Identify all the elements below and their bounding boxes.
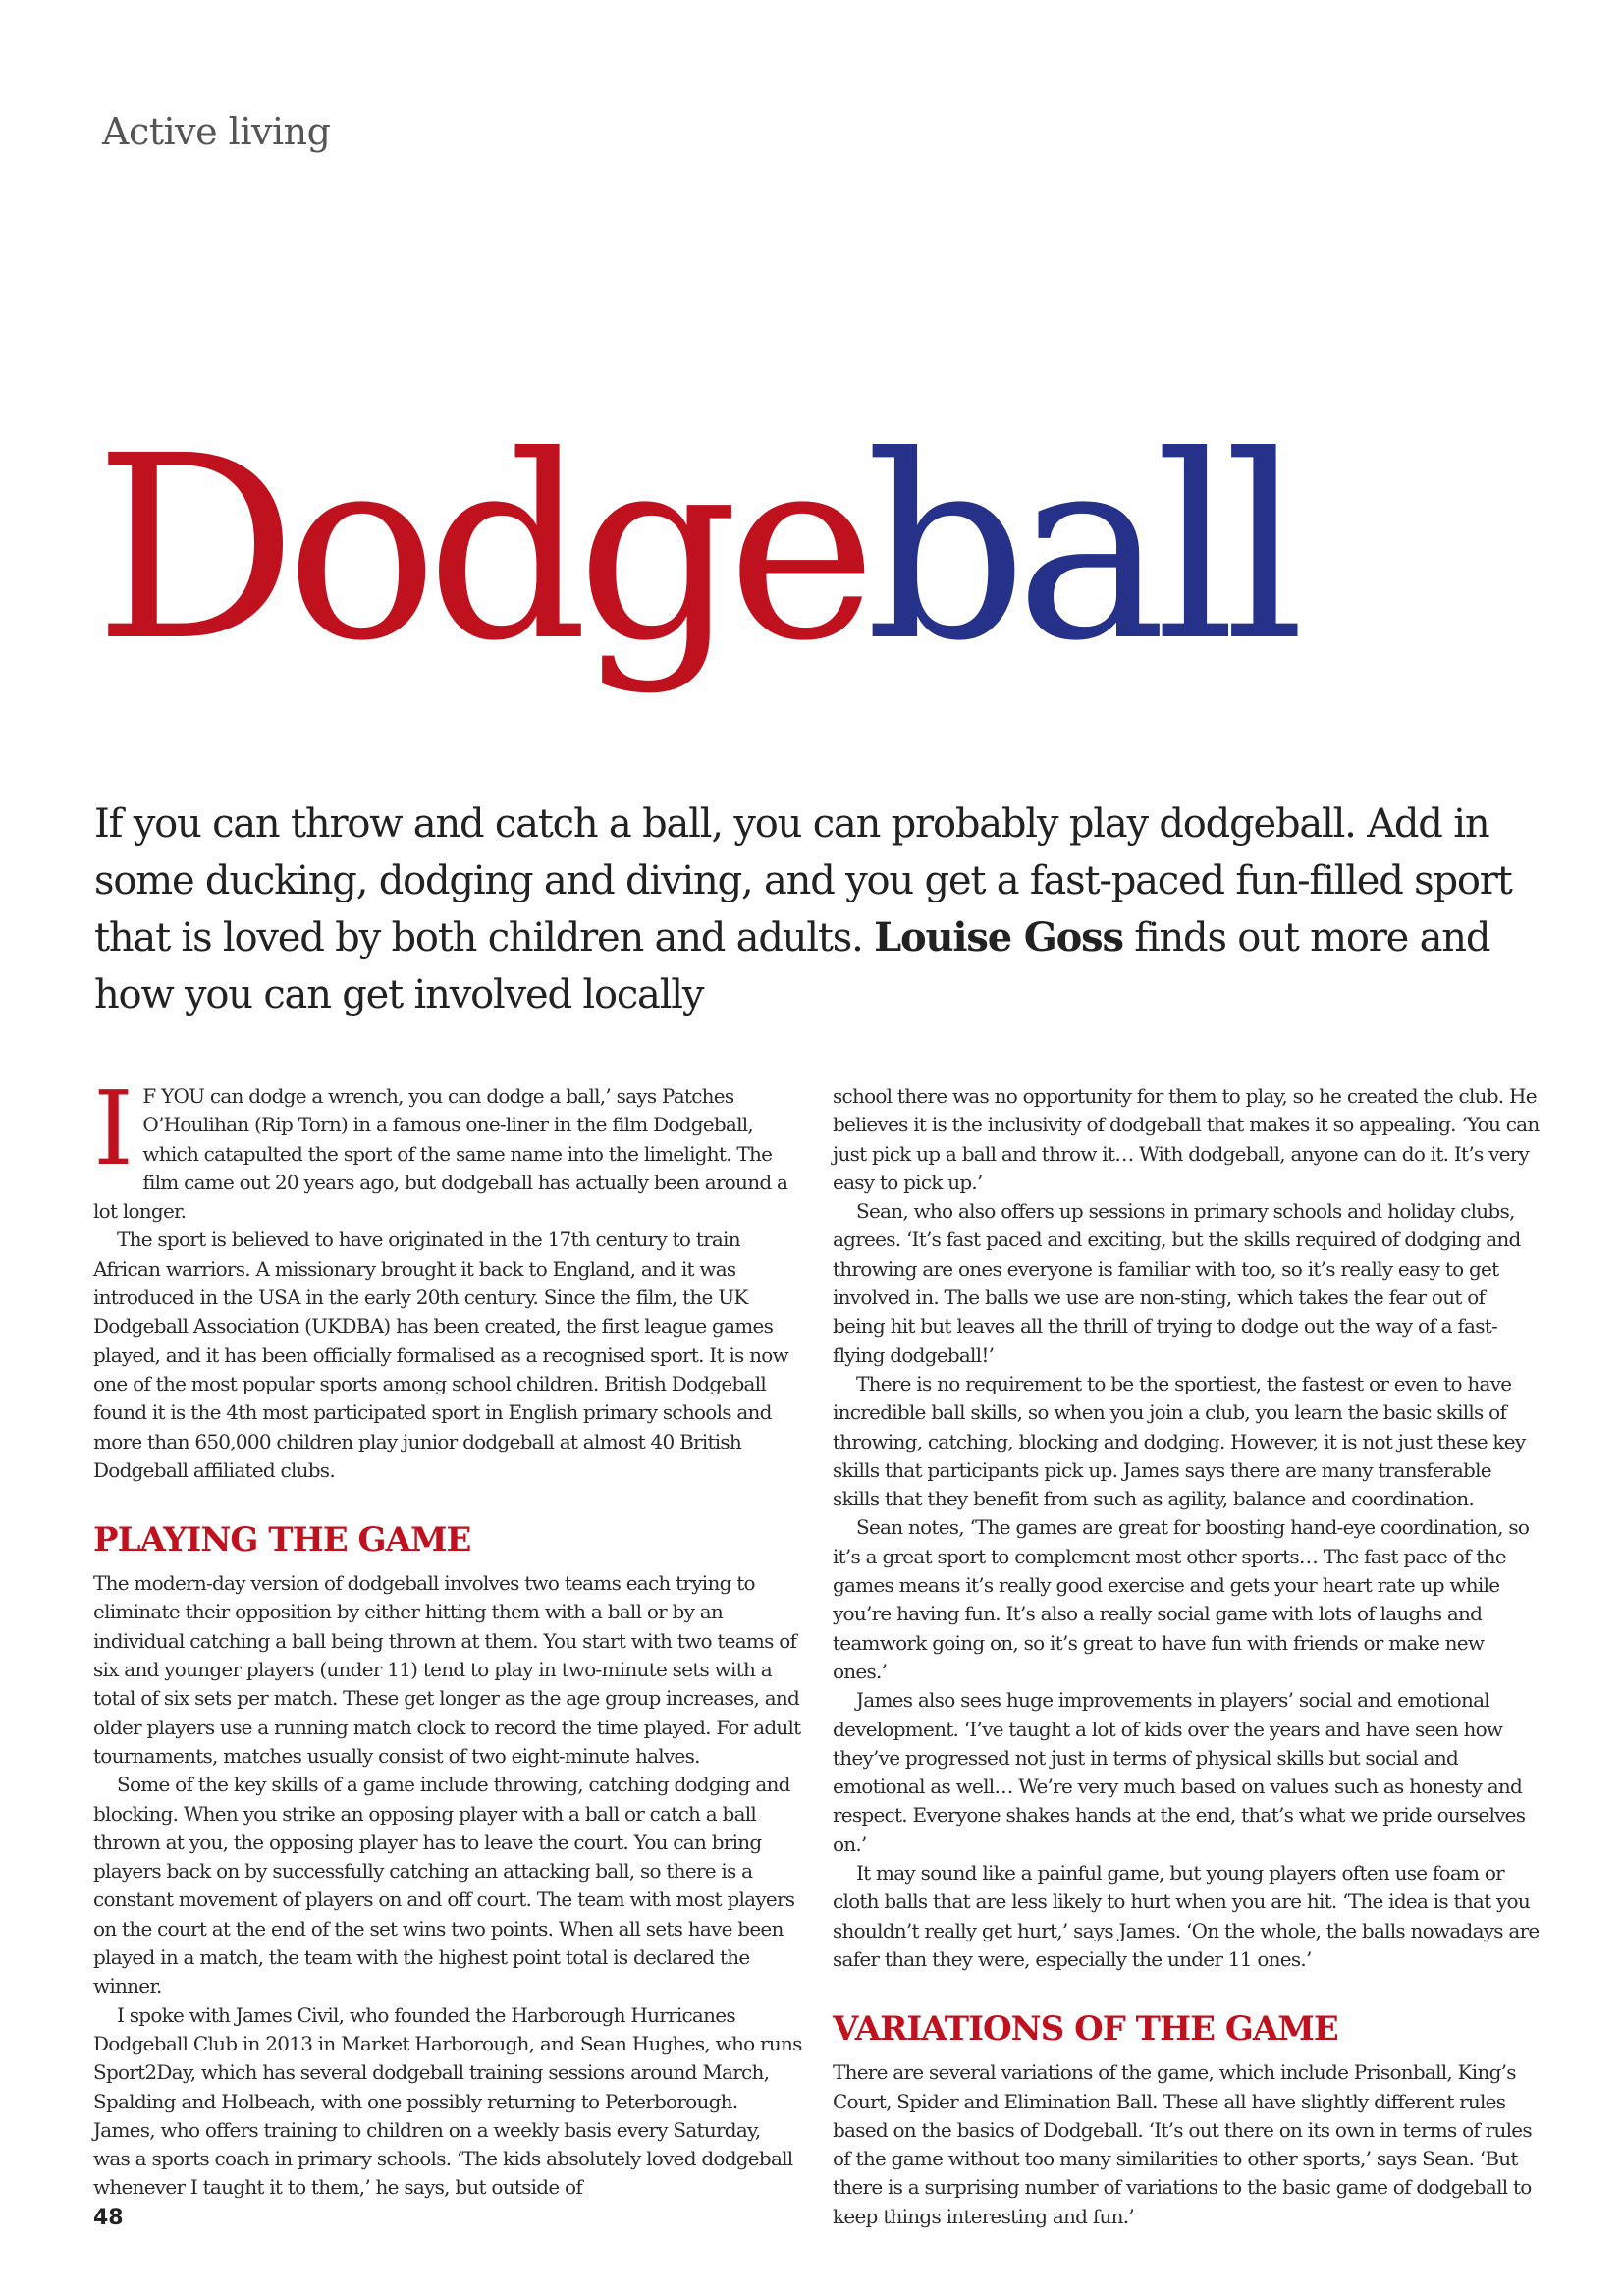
paragraph: school there was no opportunity for them to play, so he created the club. He believes it is the inclusivity of dodgeball that makes it so appealing. ‘You can just pick up a ball and throw it… With dodgeball, anyone can do it. It’s very easy to pick up.’: [833, 1084, 1540, 1194]
article-left-column: [93, 1068, 802, 2203]
author-name: Louise Goss: [874, 914, 1123, 960]
standfirst-text-before: If you can throw and catch a ball, you can probably play dodgeball. Add in some ducking, dodging and diving, and you get a fast-paced fun-filled sport that is loved by both children and adults.: [94, 801, 1512, 960]
standfirst-text-after: finds out more and how you can get involved locally: [94, 915, 1490, 1017]
drop-cap: I: [93, 1068, 134, 1188]
subheading-playing-the-game: PLAYING THE GAME: [93, 1520, 471, 1560]
article-right-column: [833, 1082, 1542, 2231]
section-tag: Active living: [102, 110, 331, 153]
paragraph: The sport is believed to have originated in the 17th century to train African warriors. A missionary brought it back to England, and it was introduced in the USA in the early 20th century. Since the film, the UK Dodgeball Association (UKDBA) has been created, the first league games played, and it has been officially formalised as a recognised sport. It is now one of the most popular sports among school children. British Dodgeball found it is the 4th most participated sport in English primary schools and more than 650,000 children play junior dodgeball at almost 40 British Dodgeball affiliated clubs.: [93, 1228, 788, 1482]
paragraph-text: F YOU can dodge a wrench, you can dodge a ball,’ says Patches O’Houlihan (Rip Torn) in a famous one-liner in the film Dodgeball, which catapulted the sport of the same name into the limelight. The film came out 20 years ago, but dodgeball has actually been around a lot longer.: [93, 1084, 788, 1224]
paragraph: [93, 1068, 802, 1226]
paragraph: The modern-day version of dodgeball involves two teams each trying to eliminate their opposition by either hitting them with a ball or by an individual catching a ball being thrown at them. You start with two teams of six and younger players (under 11) tend to play in two-minute sets with a total of six sets per match. These get longer as the age group increases, and older players use a running match clock to record the time played. For adult tournaments, matches usually consist of two eight-minute halves.: [93, 1571, 801, 1768]
title-part-dodge: Dodge: [94, 402, 866, 696]
paragraph: Sean notes, ‘The games are great for boosting hand-eye coordination, so it’s a great sport to complement most other sports… The fast pace of the games means it’s really good exercise and gets your heart rate up while you’re having fun. It’s also a really social game with lots of laughs and teamwork going on, so it’s great to have fun with friends or make new ones.’: [833, 1515, 1530, 1683]
paragraph: It may sound like a painful game, but young players often use foam or cloth balls that are less likely to hurt when you are hit. ‘The idea is that you shouldn’t really get hurt,’ says James. ‘On the whole, the balls nowadays are safer than they were, especially the under 11 ones.’: [833, 1861, 1540, 1971]
paragraph: There are several variations of the game, which include Prisonball, King’s Court, Spider and Elimination Ball. These all have slightly different rules based on the basics of Dodgeball. ‘It’s out there on its own in terms of rules of the game without too many similarities to other sports,’ says Sean. ‘But there is a surprising number of variations to the basic game of dodgeball to keep things interesting and fun.’: [833, 2060, 1532, 2228]
paragraph: There is no requirement to be the sportiest, the fastest or even to have incredible ball skills, so when you join a club, you learn the basic skills of throwing, catching, blocking and dodging. However, it is not just these key skills that participants pick up. James says there are many transferable skills that they benefit from such as agility, balance and coordination.: [833, 1371, 1526, 1511]
paragraph: Some of the key skills of a game include throwing, catching dodging and blocking. When you strike an opposing player with a ball or catch a ball thrown at you, the opposing player has to leave the court. You can bring players back on by successfully catching an attacking ball, so there is a constant movement of players on and off court. The team with most players on the court at the end of the set wins two points. When all sets have been played in a match, the team with the highest point total is declared the winner.: [93, 1773, 795, 1998]
subheading-variations-of-the-game: VARIATIONS OF THE GAME: [833, 2009, 1338, 2050]
page-number: 48: [93, 2206, 124, 2230]
page-title: [94, 402, 1294, 696]
paragraph: Sean, who also offers up sessions in primary schools and holiday clubs, agrees. ‘It’s fast paced and exciting, but the skills required of dodging and throwing are ones everyone is familiar with too, so it’s really easy to get involved in. The balls we use are non-sting, which takes the fear out of being hit but leaves all the thrill of trying to dodge out the way of a fast-flying dodgeball!’: [833, 1199, 1521, 1367]
standfirst: [94, 795, 1567, 1023]
title-part-ball: ball: [865, 402, 1294, 696]
paragraph: I spoke with James Civil, who founded the Harborough Hurricanes Dodgeball Club in 2013 in Market Harborough, and Sean Hughes, who runs Sport2Day, which has several dodgeball training sessions around March, Spalding and Holbeach, with one possibly returning to Peterborough. James, who offers training to children on a weekly basis every Saturday, was a sports coach in primary schools. ‘The kids absolutely loved dodgeball whenever I taught it to them,’ he says, but outside of: [93, 2002, 802, 2200]
paragraph: James also sees huge improvements in players’ social and emotional development. ‘I’ve taught a lot of kids over the years and have seen how they’ve progressed not just in terms of physical skills but social and emotional as well… We’re very much based on values such as honesty and respect. Everyone shakes hands at the end, that’s what we pride ourselves on.’: [833, 1688, 1526, 1856]
